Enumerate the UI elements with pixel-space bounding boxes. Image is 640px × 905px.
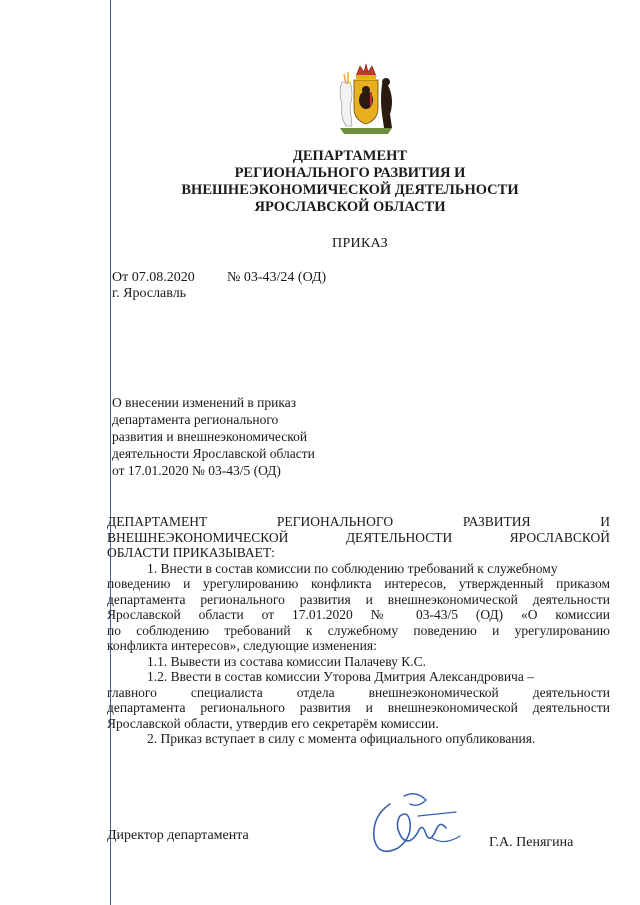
- body-line: ВНЕШНЕЭКОНОМИЧЕСКОЙ ДЕЯТЕЛЬНОСТИ ЯРОСЛАВСКОЙ: [107, 529, 610, 545]
- body-line: ДЕПАРТАМЕНТ РЕГИОНАЛЬНОГО РАЗВИТИЯ И: [107, 514, 610, 529]
- subject-line: развития и внешнеэкономической: [112, 429, 308, 444]
- body-line: главного специалиста отдела внешнеэкономической деятельности: [107, 684, 610, 700]
- body-line: 1. Внести в состав комиссии по соблюдению требований к служебному: [147, 560, 558, 576]
- subject-line: деятельности Ярославской области: [112, 446, 315, 461]
- coat-of-arms-icon: [326, 62, 406, 142]
- body-line: 1.2. Ввести в состав комиссии Уторова Дмитрия Александровича –: [147, 669, 534, 684]
- director-title: Директор департамента: [107, 828, 249, 843]
- body-line: ОБЛАСТИ ПРИКАЗЫВАЕТ:: [107, 545, 275, 560]
- body-line: Ярославской области, утвердив его секретарём комиссии.: [107, 715, 439, 731]
- body-line: 1.1. Вывести из состава комиссии Палачеву К.С.: [147, 653, 427, 669]
- header-line: ДЕПАРТАМЕНТ: [292, 148, 408, 164]
- department-header: [150, 148, 550, 216]
- order-date: От 07.08.2020: [112, 270, 195, 285]
- order-city: г. Ярославль: [112, 286, 187, 301]
- body-line: департамента регионального развития и внешнеэкономической деятельности: [107, 700, 610, 715]
- body-line: поведению и урегулированию конфликта интересов, утвержденный приказом: [107, 576, 610, 591]
- margin-line: [110, 0, 111, 905]
- header-line: ВНЕШНЕЭКОНОМИЧЕСКОЙ ДЕЯТЕЛЬНОСТИ: [181, 182, 519, 198]
- header-line: РЕГИОНАЛЬНОГО РАЗВИТИЯ И: [234, 165, 466, 181]
- body-line: конфликта интересов», следующие изменения:: [107, 638, 377, 653]
- order-subject: [112, 394, 362, 479]
- subject-line: департамента регионального: [112, 412, 279, 427]
- order-number: № 03-43/24 (ОД): [227, 270, 327, 285]
- order-body: [107, 514, 610, 747]
- subject-line: О внесении изменений в приказ: [112, 395, 297, 410]
- body-line: по соблюдению требований к служебному поведению и урегулированию: [107, 622, 610, 638]
- order-title: ПРИКАЗ: [332, 236, 388, 251]
- body-line: департамента регионального развития и внешнеэкономической деятельности: [107, 591, 610, 607]
- header-line: ЯРОСЛАВСКОЙ ОБЛАСТИ: [254, 199, 446, 215]
- handwritten-signature-icon: [360, 786, 470, 866]
- body-line: Ярославской области от 17.01.2020 № 03-43/5 (ОД) «О комиссии: [107, 607, 610, 622]
- body-line: 2. Приказ вступает в силу с момента официального опубликования.: [147, 731, 536, 746]
- subject-line: от 17.01.2020 № 03-43/5 (ОД): [112, 463, 281, 478]
- signer-name: Г.А. Пенягина: [489, 835, 574, 850]
